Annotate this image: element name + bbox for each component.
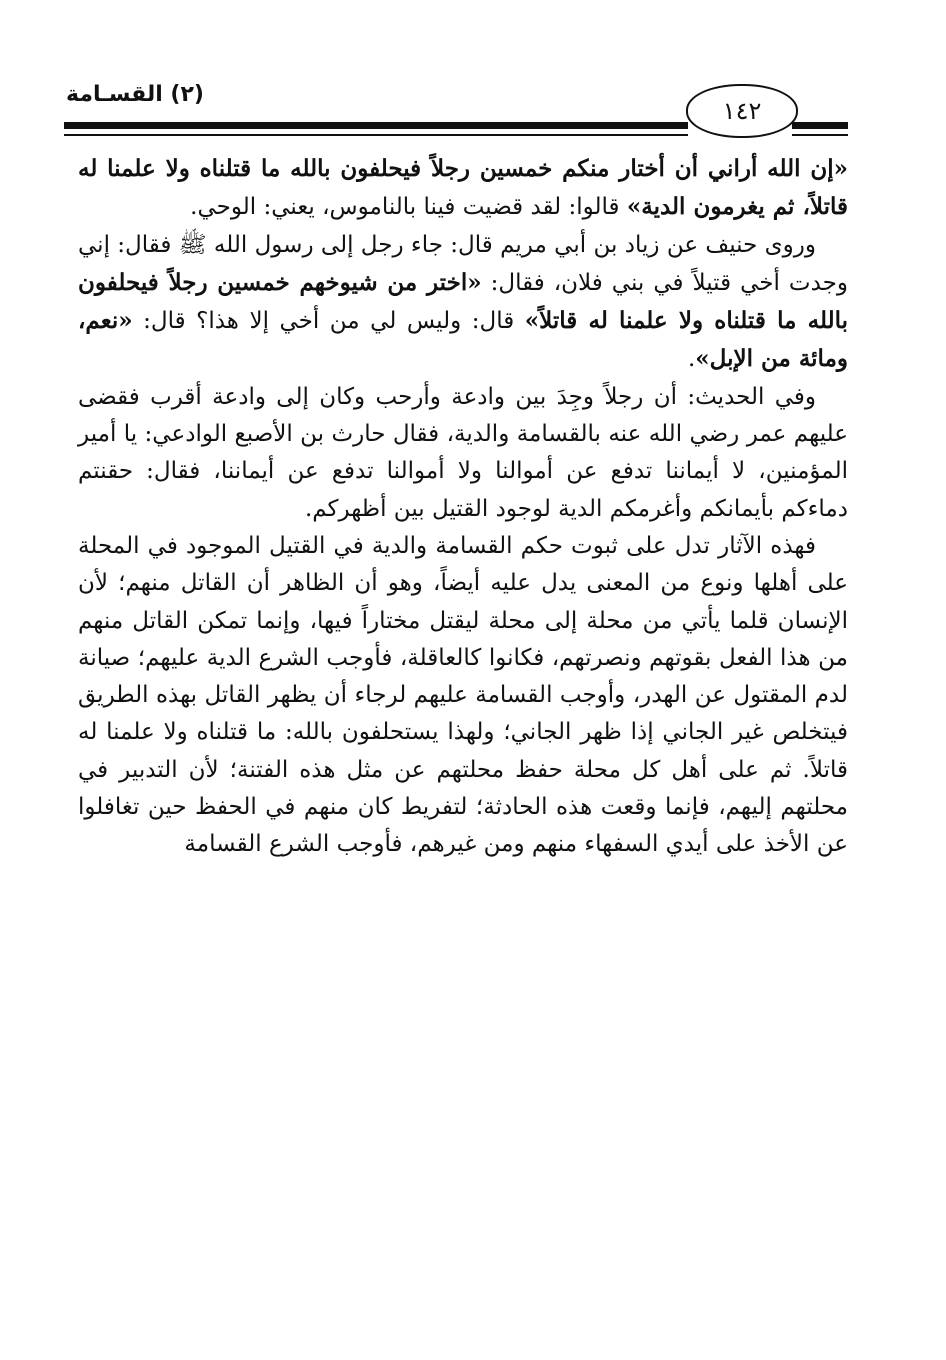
text-span: قال: وليس لي من أخي إلا هذا؟ قال: xyxy=(132,308,525,335)
hadith-quote: «نعم، ومائة من الإبل» xyxy=(78,307,848,373)
header-rule-thin xyxy=(64,134,688,136)
paragraph-3 xyxy=(78,379,848,528)
hadith-quote: «إن الله أراني أن أختار منكم خمسين رجلاً فيحلفون بالله ما قتلناه ولا علمنا له قاتلاً، ثم يغرمون الدية» xyxy=(78,155,848,221)
header-rule-thick-right xyxy=(792,122,848,129)
text-span: وروى حنيف عن زياد بن أبي مريم قال: جاء رجل إلى رسول الله ﷺ فقال: إني وجدت أخي قتيلاً في بني فلان، فقال: xyxy=(78,231,848,296)
paragraph-1 xyxy=(78,150,848,227)
chapter-title: (٢) القسـامة xyxy=(66,82,204,107)
body-text xyxy=(78,150,848,864)
paragraph-4 xyxy=(78,528,848,864)
hadith-quote: «اختر من شيوخهم خمسين رجلاً فيحلفون بالله ما قتلناه ولا علمنا له قاتلاً» xyxy=(78,268,848,335)
header-rule-thick xyxy=(64,122,688,129)
text-span: فهذه الآثار تدل على ثبوت حكم القسامة والدية في القتيل الموجود في المحلة على أهلها ونوع من المعنى يدل عليه أيضاً، وهو أن الظاهر أن القاتل منهم؛ لأن الإنسان قلما يأتي من محلة إلى محلة ليقتل مختاراً فيها، وإنما تمكن القاتل منهم من هذا الفعل بقوتهم ونصرتهم، فكانوا كالعاقلة، فأوجب الشرع الدية عليهم؛ صيانة لدم المقتول عن الهدر، وأوجب القسامة عليهم لرجاء أن يظهر القاتل بهذه الطريق فيتخلص غير الجاني إذا ظهر الجاني؛ ولهذا يستحلفون بالله: ما قتلناه ولا علمنا له قاتلاً. ثم على أهل كل محلة حفظ محلتهم عن مثل هذه الفتنة؛ لأن التدبير في محلتهم إليهم، فإنما وقعت هذه الحادثة؛ لتفريط كان منهم في الحفظ حين تغافلوا عن الأخذ على أيدي السفهاء منهم ومن غيرهم، فأوجب الشرع القسامة xyxy=(78,532,848,858)
text-span: قالوا: لقد قضيت فينا بالناموس، يعني: الوحي. xyxy=(190,194,627,221)
text-span: وفي الحديث: أن رجلاً وجِدَ بين وادعة وأرحب وكان إلى وادعة أقرب فقضى عليهم عمر رضي الله عنه بالقسامة والدية، فقال حارث بن الأصبع الوادعي: يا أمير المؤمنين، لا أيماننا تدفع عن أموالنا ولا أموالنا تدفع عن أيماننا، فقال: حقنتم دماءكم بأيمانكم وأغرمكم الدية لوجود القتيل بين أظهركم. xyxy=(78,383,848,522)
page-number: ١٤٢ xyxy=(686,84,798,138)
paragraph-2 xyxy=(78,227,848,379)
header-rule-thin-right xyxy=(792,134,848,136)
text-span: . xyxy=(687,346,696,373)
